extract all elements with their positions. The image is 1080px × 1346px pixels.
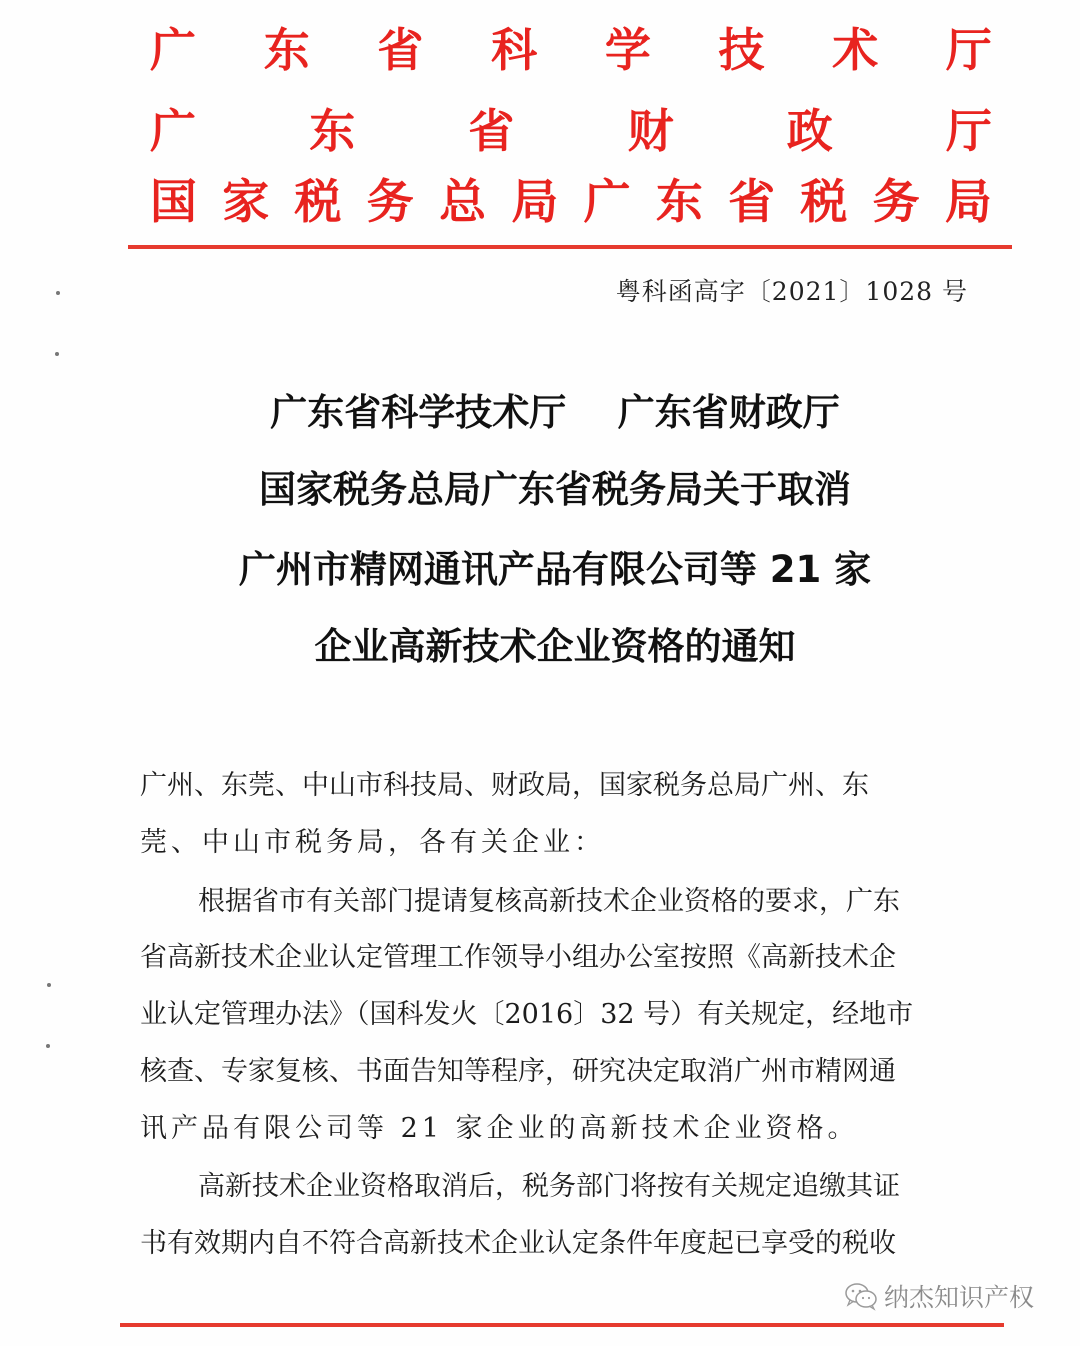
footer-divider [120, 1323, 1004, 1327]
paragraph-1-line-1: 根据省市有关部门提请复核高新技术企业资格的要求，广东 [198, 886, 900, 917]
letterhead-line-finance-dept [150, 103, 992, 159]
letterhead-char: 省 [728, 175, 776, 230]
addressee-line-2: 莞、中山市税务局，各有关企业： [140, 827, 605, 858]
letterhead-char: 总 [439, 175, 487, 230]
letterhead-char: 务 [872, 175, 920, 230]
title-line-2: 国家税务总局广东省税务局关于取消 [259, 468, 851, 511]
title-line-3: 广州市精网通讯产品有限公司等 21 家 [238, 548, 872, 591]
letterhead-char: 技 [718, 23, 765, 77]
letterhead-char: 政 [786, 104, 833, 158]
letterhead-line-tax-bureau [150, 175, 992, 231]
scan-speck [46, 1044, 50, 1048]
scan-speck [47, 983, 51, 987]
letterhead-char: 东 [655, 175, 703, 230]
letterhead-char: 税 [800, 175, 848, 230]
letterhead-char: 东 [263, 23, 310, 77]
letterhead-char: 税 [294, 175, 342, 230]
letterhead-char: 厅 [945, 104, 992, 158]
letterhead-char: 广 [150, 104, 196, 158]
addressee-line-1: 广州、东莞、中山市科技局、财政局，国家税务总局广州、东 [140, 770, 869, 801]
letterhead-char: 术 [832, 23, 879, 77]
paragraph-1-line-2: 省高新技术企业认定管理工作领导小组办公室按照《高新技术企 [140, 942, 896, 973]
letterhead-char: 东 [309, 104, 356, 158]
letterhead-char: 务 [366, 175, 414, 230]
letterhead-line-science-dept [150, 22, 992, 78]
paragraph-1-line-3: 业认定管理办法》（国科发火〔2016〕32 号）有关规定，经地市 [140, 999, 914, 1030]
letterhead-divider [128, 245, 1012, 249]
scan-speck [55, 352, 59, 356]
letterhead-char: 财 [627, 104, 674, 158]
letterhead-char: 学 [604, 23, 651, 77]
letterhead-char: 广 [583, 175, 631, 230]
title-line-1: 广东省科学技术厅 广东省财政厅 [270, 391, 840, 434]
wechat-watermark [844, 1278, 1034, 1314]
title-line-4: 企业高新技术企业资格的通知 [314, 625, 796, 668]
scan-speck [56, 291, 60, 295]
letterhead-char: 广 [150, 23, 196, 77]
letterhead-char: 局 [511, 175, 559, 230]
letterhead-char: 国 [150, 175, 197, 230]
paragraph-1-line-4: 核查、专家复核、书面告知等程序，研究决定取消广州市精网通 [140, 1056, 896, 1087]
letterhead-char: 家 [222, 175, 270, 230]
letterhead-char: 省 [468, 104, 515, 158]
wechat-icon [844, 1281, 878, 1311]
paragraph-1-line-5: 讯产品有限公司等 21 家企业的高新技术企业资格。 [140, 1113, 859, 1144]
paragraph-2-line-2: 书有效期内自不符合高新技术企业认定条件年度起已享受的税收 [140, 1228, 896, 1259]
paragraph-2-line-1: 高新技术企业资格取消后，税务部门将按有关规定追缴其证 [198, 1171, 900, 1202]
letterhead-char: 局 [944, 175, 992, 230]
watermark-text: 纳杰知识产权 [884, 1283, 1035, 1312]
letterhead-char: 科 [491, 23, 538, 77]
letterhead-char: 省 [377, 23, 424, 77]
document-number: 粤科函高字〔2021〕1028 号 [615, 277, 968, 306]
letterhead-char: 厅 [945, 23, 992, 77]
